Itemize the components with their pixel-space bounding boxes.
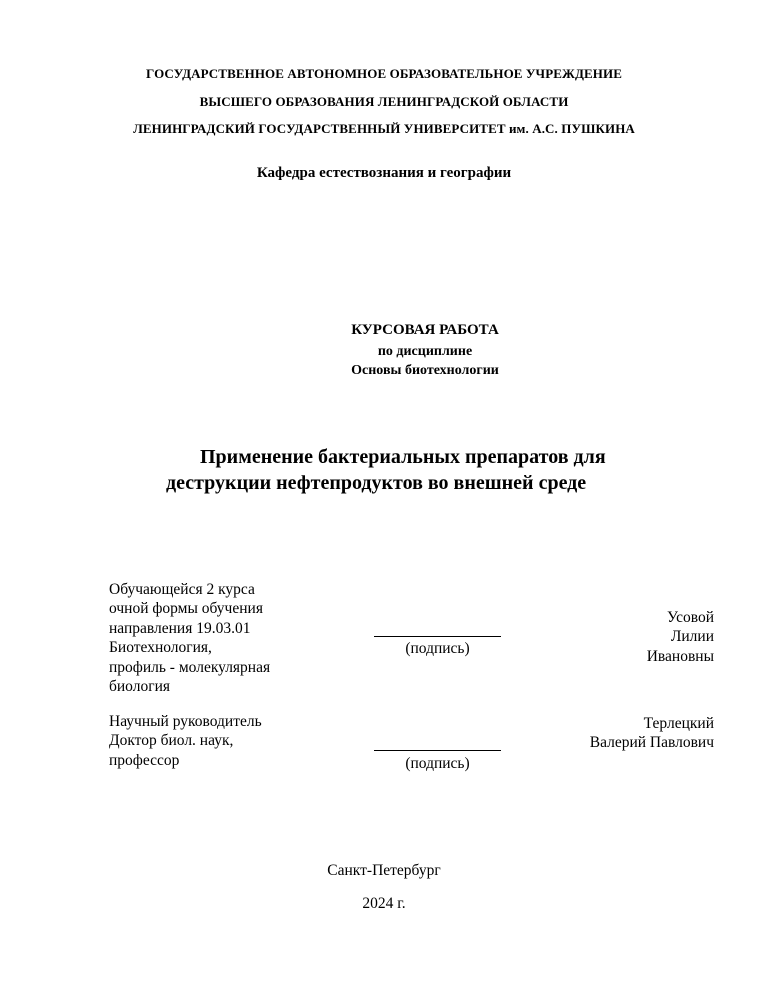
- supervisor-info-line: Научный руководитель: [109, 713, 262, 730]
- student-info-line: Биотехнология,: [109, 639, 212, 657]
- student-signature-line: [374, 636, 501, 637]
- supervisor-signature-label: (подпись): [405, 755, 470, 772]
- city: Санкт-Петербург: [327, 862, 441, 879]
- work-kind: КУРСОВАЯ РАБОТА: [351, 322, 499, 338]
- supervisor-name: [590, 714, 714, 753]
- department: Кафедра естествознания и географии: [256, 165, 512, 181]
- institution-line-2: ВЫСШЕГО ОБРАЗОВАНИЯ ЛЕНИНГРАДСКОЙ ОБЛАСТИ: [199, 94, 569, 109]
- supervisor-signature-line: [374, 750, 501, 751]
- supervisor-info-line: Доктор биол. наук,: [109, 732, 234, 750]
- institution-line-3: ЛЕНИНГРАДСКИЙ ГОСУДАРСТВЕННЫЙ УНИВЕРСИТЕТ им. А.С. ПУШКИНА: [133, 121, 635, 136]
- student-name-line: Ивановны: [646, 647, 714, 665]
- work-by-discipline: по дисциплине: [377, 344, 473, 359]
- work-title-line-1: Применение бактериальных препаратов для: [200, 446, 606, 468]
- supervisor-name-line: Валерий Павлович: [589, 734, 714, 752]
- student-info-line: направления 19.03.01: [109, 619, 251, 637]
- work-title-line-2: деструкции нефтепродуктов во внешней среде: [166, 472, 587, 494]
- supervisor-info: [109, 712, 262, 770]
- supervisor-info-line: профессор: [109, 751, 180, 769]
- student-name-line: Лилии: [670, 628, 714, 646]
- student-info-line: Обучающейся 2 курса: [109, 581, 255, 598]
- student-name: [647, 608, 714, 666]
- student-info: [109, 580, 270, 696]
- student-info-line: очной формы обучения: [109, 600, 263, 618]
- year: 2024 г.: [362, 895, 406, 912]
- student-name-line: Усовой: [667, 609, 714, 626]
- student-signature-label: (подпись): [405, 640, 470, 657]
- student-info-line: профиль - молекулярная: [109, 658, 271, 676]
- work-discipline: Основы биотехнологии: [351, 363, 499, 378]
- supervisor-name-line: Терлецкий: [643, 715, 714, 732]
- student-info-line: биология: [109, 678, 170, 696]
- institution-line-1: ГОСУДАРСТВЕННОЕ АВТОНОМНОЕ ОБРАЗОВАТЕЛЬНОЕ УЧРЕЖДЕНИЕ: [146, 66, 622, 81]
